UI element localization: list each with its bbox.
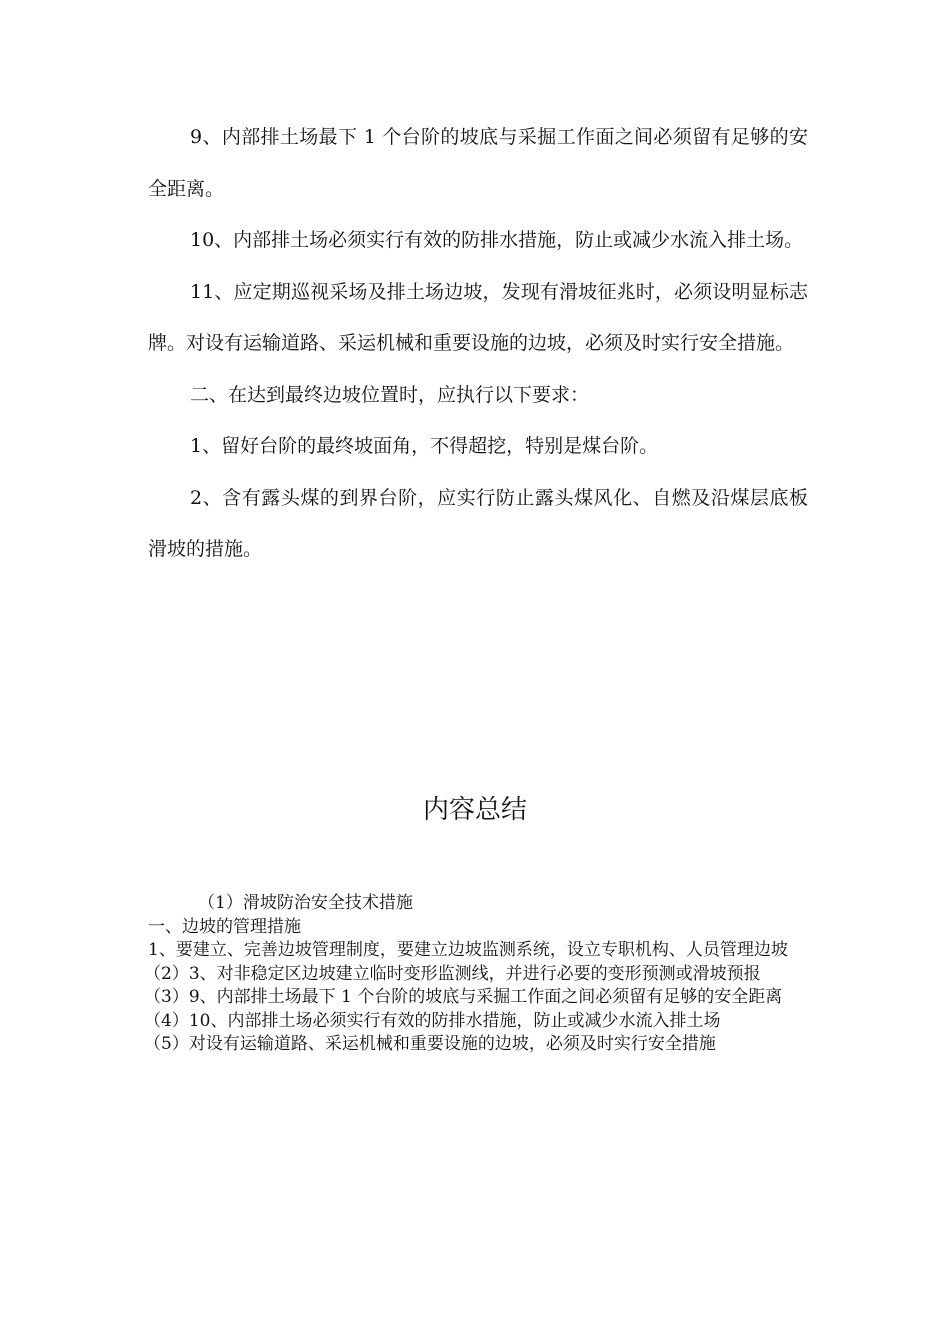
summary-section xyxy=(144,892,808,1057)
body-paragraph-10: 10、内部排土场必须实行有效的防排水措施，防止或减少水流入排土场。 xyxy=(190,229,804,251)
body-paragraph-9: 9、内部排土场最下 1 个台阶的坡底与采掘工作面之间必须留有足够的安全距离。 xyxy=(148,126,808,200)
summary-line-4: （2）3、对非稳定区边坡建立临时变形监测线，并进行必要的变形预测或滑坡预报 xyxy=(144,963,761,984)
body-paragraph-final-2: 2、含有露头煤的到界台阶，应实行防止露头煤风化、自燃及沿煤层底板滑坡的措施。 xyxy=(148,486,808,560)
body-paragraph-11: 11、应定期巡视采场及排土场边坡，发现有滑坡征兆时，必须设明显标志牌。对设有运输道路、采运机械和重要设施的边坡，必须及时实行安全措施。 xyxy=(148,280,808,354)
summary-line-7: （5）对设有运输道路、采运机械和重要设施的边坡，必须及时实行安全措施 xyxy=(144,1034,716,1054)
summary-line-2: 一、边坡的管理措施 xyxy=(148,916,301,937)
body-paragraph-final-1: 1、留好台阶的最终坡面角，不得超挖，特别是煤台阶。 xyxy=(190,435,659,457)
summary-title: 内容总结 xyxy=(422,795,527,825)
body-section xyxy=(148,112,808,576)
summary-line-5: （3）9、内部排土场最下 1 个台阶的坡底与采掘工作面之间必须留有足够的安全距离 xyxy=(144,987,783,1007)
section-heading-final-slope: 二、在达到最终边坡位置时，应执行以下要求： xyxy=(190,383,590,406)
summary-line-3: 1、要建立、完善边坡管理制度，要建立边坡监测系统，设立专职机构、人员管理边坡 xyxy=(148,940,788,960)
summary-line-6: （4）10、内部排土场必须实行有效的防排水措施，防止或减少水流入排土场 xyxy=(144,1010,721,1031)
summary-line-1: （1）滑坡防治安全技术措施 xyxy=(198,893,413,913)
